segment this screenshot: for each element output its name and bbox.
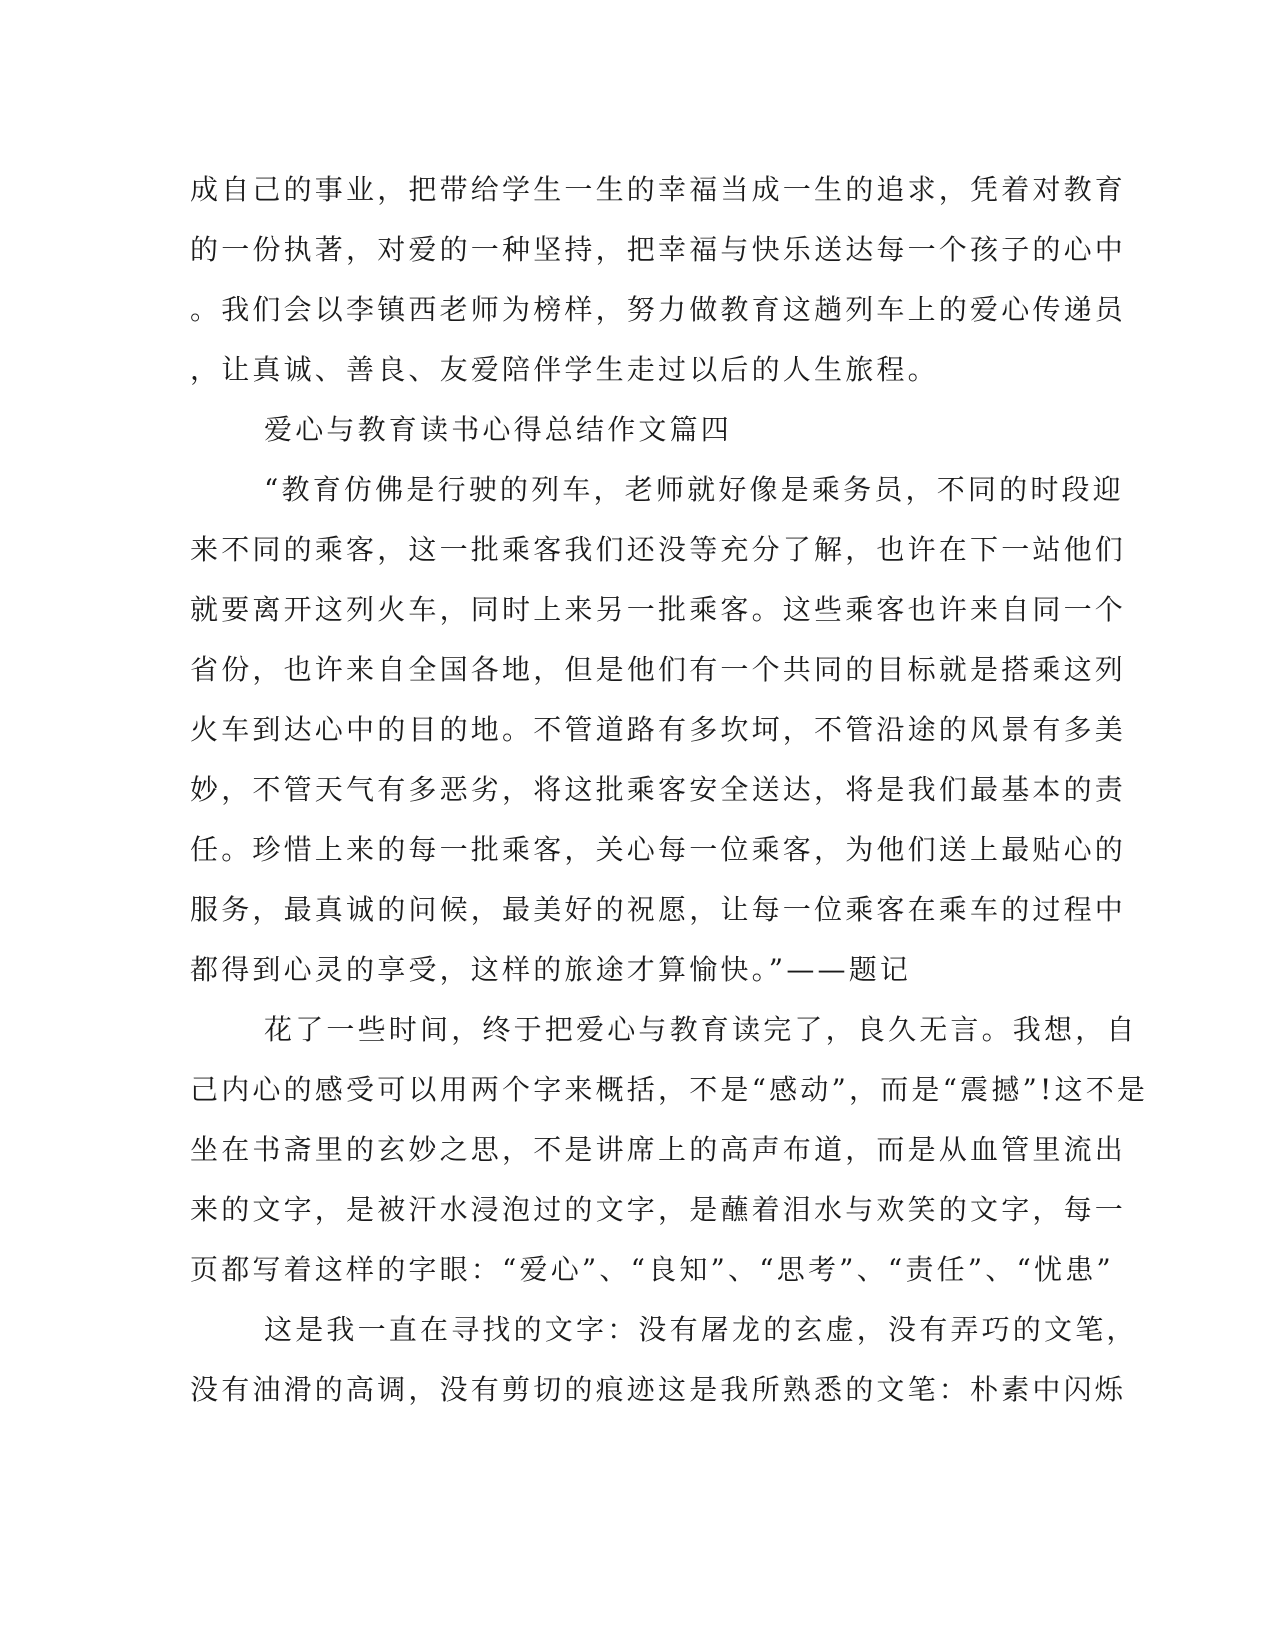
section-heading: 爱心与教育读书心得总结作文篇四	[264, 413, 733, 446]
text-line: 己内心的感受可以用两个字来概括，不是“感动”，而是“震撼”!这不是	[190, 1073, 1149, 1106]
text-line: 页都写着这样的字眼：“爱心”、“良知”、“思考”、“责任”、“忧患”	[190, 1253, 1114, 1286]
text-line: ，让真诚、善良、友爱陪伴学生走过以后的人生旅程。	[190, 353, 939, 386]
text-line: 任。珍惜上来的每一批乘客，关心每一位乘客，为他们送上最贴心的	[190, 833, 1127, 866]
text-line: 成自己的事业，把带给学生一生的幸福当成一生的追求，凭着对教育	[190, 173, 1127, 206]
document-body	[190, 160, 1149, 1420]
text-line: 妙，不管天气有多恶劣，将这批乘客安全送达，将是我们最基本的责	[190, 773, 1127, 806]
text-line: 花了一些时间，终于把爱心与教育读完了，良久无言。我想，自	[264, 1013, 1138, 1046]
text-line: “教育仿佛是行驶的列车，老师就好像是乘务员，不同的时段迎	[264, 473, 1124, 506]
text-line: 的一份执著，对爱的一种坚持，把幸福与快乐送达每一个孩子的心中	[190, 233, 1127, 266]
text-line: 来的文字，是被汗水浸泡过的文字，是蘸着泪水与欢笑的文字，每一	[190, 1193, 1127, 1226]
text-line: 这是我一直在寻找的文字：没有屠龙的玄虚，没有弄巧的文笔，	[264, 1313, 1138, 1346]
text-line: 服务，最真诚的问候，最美好的祝愿，让每一位乘客在乘车的过程中	[190, 893, 1127, 926]
text-line: 。我们会以李镇西老师为榜样，努力做教育这趟列车上的爱心传递员	[190, 293, 1127, 326]
text-line: 没有油滑的高调，没有剪切的痕迹这是我所熟悉的文笔：朴素中闪烁	[190, 1373, 1127, 1406]
text-line: 坐在书斋里的玄妙之思，不是讲席上的高声布道，而是从血管里流出	[190, 1133, 1127, 1166]
text-line: 省份，也许来自全国各地，但是他们有一个共同的目标就是搭乘这列	[190, 653, 1127, 686]
text-line: 都得到心灵的享受，这样的旅途才算愉快。”——题记	[190, 953, 912, 986]
text-line: 来不同的乘客，这一批乘客我们还没等充分了解，也许在下一站他们	[190, 533, 1127, 566]
text-line: 就要离开这列火车，同时上来另一批乘客。这些乘客也许来自同一个	[190, 593, 1127, 626]
text-line: 火车到达心中的目的地。不管道路有多坎坷，不管沿途的风景有多美	[190, 713, 1127, 746]
